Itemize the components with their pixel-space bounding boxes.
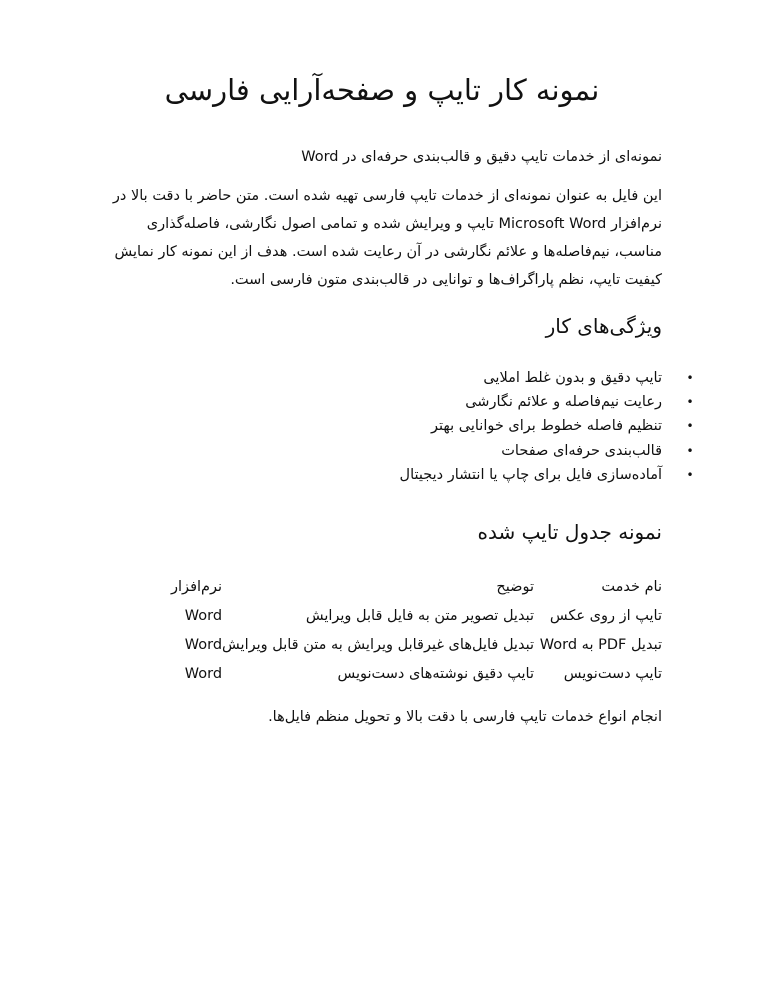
list-item	[136, 414, 696, 438]
table-heading: نمونه جدول تایپ شده	[477, 520, 662, 544]
table-cell: Word	[184, 665, 223, 682]
table-row	[150, 630, 662, 659]
list-item	[136, 366, 696, 390]
table-cell: تایپ دست‌نویس	[563, 665, 662, 682]
closing-paragraph: انجام انواع خدمات تایپ فارسی با دقت بالا و تحویل منظم فایل‌ها.	[268, 709, 662, 725]
list-item-text: تنظیم فاصله خطوط برای خوانایی بهتر	[431, 418, 662, 435]
table-cell: تبدیل فایل‌های غیرقابل ویرایش به متن قابل ویرایش	[222, 636, 534, 653]
bullet-icon: •	[686, 395, 694, 410]
table-header-cell: نرم‌افزار	[171, 578, 223, 595]
list-item	[136, 390, 696, 414]
features-list	[136, 366, 696, 487]
table-cell: Word	[184, 636, 223, 653]
table-cell: تبدیل PDF به Word	[539, 636, 662, 653]
list-item	[136, 463, 696, 487]
intro-paragraph: این فایل به عنوان نمونه‌ای از خدمات تایپ فارسی تهیه شده است. متن حاضر با دقت بالا در نرم‌افزار Microsoft Word تایپ و ویرایش شده و تمامی اصول نگارشی، فاصله‌گذاری مناسب، نیم‌فاصله‌ها و علائم نگارشی در آن رعایت شده است. هدف از این نمونه کار نمایش کیفیت تایپ، نظم پاراگراف‌ها و توانایی در قالب‌بندی متون فارسی است.	[112, 188, 662, 288]
table-row	[150, 601, 662, 630]
bullet-icon: •	[686, 443, 694, 458]
document-subtitle: نمونه‌ای از خدمات تایپ دقیق و قالب‌بندی حرفه‌ای در Word	[301, 149, 662, 165]
table-header-cell: توضیح	[496, 578, 534, 595]
table-cell: Word	[184, 607, 223, 624]
table-cell: تایپ از روی عکس	[549, 607, 662, 624]
list-item-text: تایپ دقیق و بدون غلط املایی	[483, 370, 662, 386]
bullet-icon: •	[686, 371, 694, 385]
services-table	[150, 572, 662, 688]
list-item-text: آماده‌سازی فایل برای چاپ یا انتشار دیجیتال	[399, 466, 662, 483]
table-header-row	[150, 572, 662, 601]
table-cell: تایپ دقیق نوشته‌های دست‌نویس	[337, 665, 534, 682]
table-cell: تبدیل تصویر متن به فایل قابل ویرایش	[305, 607, 534, 624]
bullet-icon: •	[686, 467, 694, 482]
list-item-text: رعایت نیم‌فاصله و علائم نگارشی	[465, 394, 662, 411]
list-item-text: قالب‌بندی حرفه‌ای صفحات	[501, 442, 662, 459]
page-title: نمونه کار تایپ و صفحه‌آرایی فارسی	[164, 73, 600, 107]
table-header-cell: نام خدمت	[601, 578, 662, 595]
features-heading: ویژگی‌های کار	[545, 314, 662, 338]
bullet-icon: •	[686, 419, 694, 434]
table-row	[150, 659, 662, 688]
list-item	[136, 439, 696, 463]
